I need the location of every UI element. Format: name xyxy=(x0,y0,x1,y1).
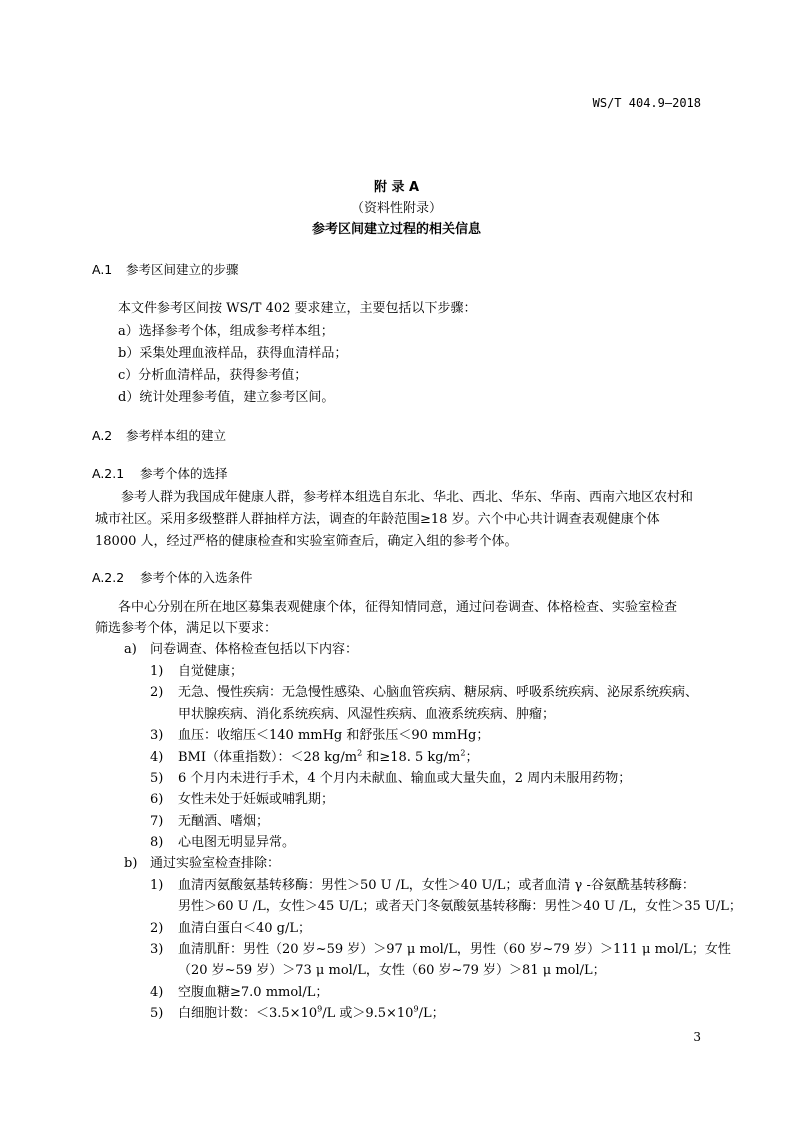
step-item: d）统计处理参考值，建立参考区间。 xyxy=(118,390,335,405)
step-item: b）采集处理血液样品，获得血清样品； xyxy=(118,346,348,361)
appendix-title: 参考区间建立过程的相关信息 xyxy=(311,222,481,237)
section-a2-heading xyxy=(92,426,226,444)
step-item: a）选择参考个体，组成参考样本组； xyxy=(118,324,334,339)
list-item: 3) 血清肌酐：男性（20 岁~59 岁）＞97 μ mol/L，男性（60 岁~79 岁）＞111 μ mol/L；女性 xyxy=(150,942,731,957)
appendix-type: （资料性附录） xyxy=(350,201,442,216)
list-item: 1) 自觉健康； xyxy=(150,664,244,679)
section-title: 参考个体的选择 xyxy=(140,466,228,481)
section-a22-heading xyxy=(92,568,253,586)
section-a21-paragraph: 参考人群为我国成年健康人群，参考样本组选自东北、华北、西北、华东、华南、西南六地区农村和城市社区。采用多级整群人群抽样方法，调查的年龄范围≥18 岁。六个中心共计调查表观健康个体 18000 人，经过严格的健康检查和实验室筛查后，确定入组的参考个体。 xyxy=(95,490,694,549)
section-a22-paragraph-cont: 筛选参考个体，满足以下要求： xyxy=(95,621,278,636)
section-number: A.2.2 xyxy=(92,570,125,585)
list-a xyxy=(124,638,358,657)
document-id: WS/T 404.9—2018 xyxy=(592,96,701,110)
list-item: 2) 血清白蛋白＜40 g/L； xyxy=(150,921,312,936)
list-label: b) xyxy=(124,856,138,871)
list-item: 4) BMI（体重指数）：＜28 $kg/m^2$ 和≥18. 5 $kg/m^2$； xyxy=(150,748,479,765)
list-item: 7) 无酗酒、嗜烟； xyxy=(150,814,270,829)
section-number: A.1 xyxy=(92,262,113,277)
section-a21-heading xyxy=(92,464,228,482)
appendix-label: 附 录 A xyxy=(373,180,420,195)
list-item-cont: （20 岁~59 岁）＞73 μ mol/L，女性（60 岁~79 岁）＞81 μ mol/L； xyxy=(178,963,606,978)
list-item: 1) 血清丙氨酸氨基转移酶：男性＞50 U /L，女性＞40 U/L；或者血清 γ -谷氨酰基转移酶： xyxy=(150,878,695,893)
section-title: 参考个体的入选条件 xyxy=(140,570,253,585)
section-a1-intro: 本文件参考区间按 WS/T 402 要求建立，主要包括以下步骤： xyxy=(118,301,477,316)
list-b xyxy=(124,852,280,871)
section-title: 参考区间建立的步骤 xyxy=(126,262,239,277)
section-number: A.2.1 xyxy=(92,466,125,481)
list-text: 通过实验室检查排除： xyxy=(150,856,281,871)
list-item: 6) 女性未处于妊娠或哺乳期； xyxy=(150,792,335,807)
list-text: 问卷调查、体格检查包括以下内容： xyxy=(150,642,359,657)
list-item: 3) 血压：收缩压＜140 mmHg 和舒张压＜90 mmHg； xyxy=(150,728,490,743)
list-item: 4) 空腹血糖≥7.0 mmol/L； xyxy=(150,985,329,1000)
section-title: 参考样本组的建立 xyxy=(126,428,227,443)
list-item: 5) 白细胞计数：$<3.5\times 10^9/L$ 或$>9.5\times 10^9/L$； xyxy=(150,1004,445,1021)
list-item: 2) 无急、慢性疾病：无急慢性感染、心脑血管疾病、糖尿病、呼吸系统疾病、泌尿系统疾病、 xyxy=(150,685,699,700)
section-a1-heading xyxy=(92,260,239,278)
step-item: c）分析血清样品，获得参考值； xyxy=(118,368,308,383)
list-item-cont: 甲状腺疾病、消化系统疾病、风湿性疾病、血液系统疾病、肿瘤； xyxy=(178,707,556,722)
list-item-cont: 男性＞60 U /L，女性＞45 U/L；或者天门冬氨酸氨基转移酶：男性＞40 U /L，女性＞35 U/L； xyxy=(178,899,742,914)
section-a22-paragraph: 各中心分别在所在地区募集表观健康个体，征得知情同意，通过问卷调查、体格检查、实验室检查 xyxy=(118,600,678,615)
list-label: a) xyxy=(124,642,137,657)
list-item: 8) 心电图无明显异常。 xyxy=(150,835,296,850)
list-item: 5) 6 个月内未进行手术，4 个月内未献血、输血或大量失血，2 周内未服用药物； xyxy=(150,771,632,786)
section-number: A.2 xyxy=(92,428,113,443)
page-number: 3 xyxy=(693,1030,701,1044)
